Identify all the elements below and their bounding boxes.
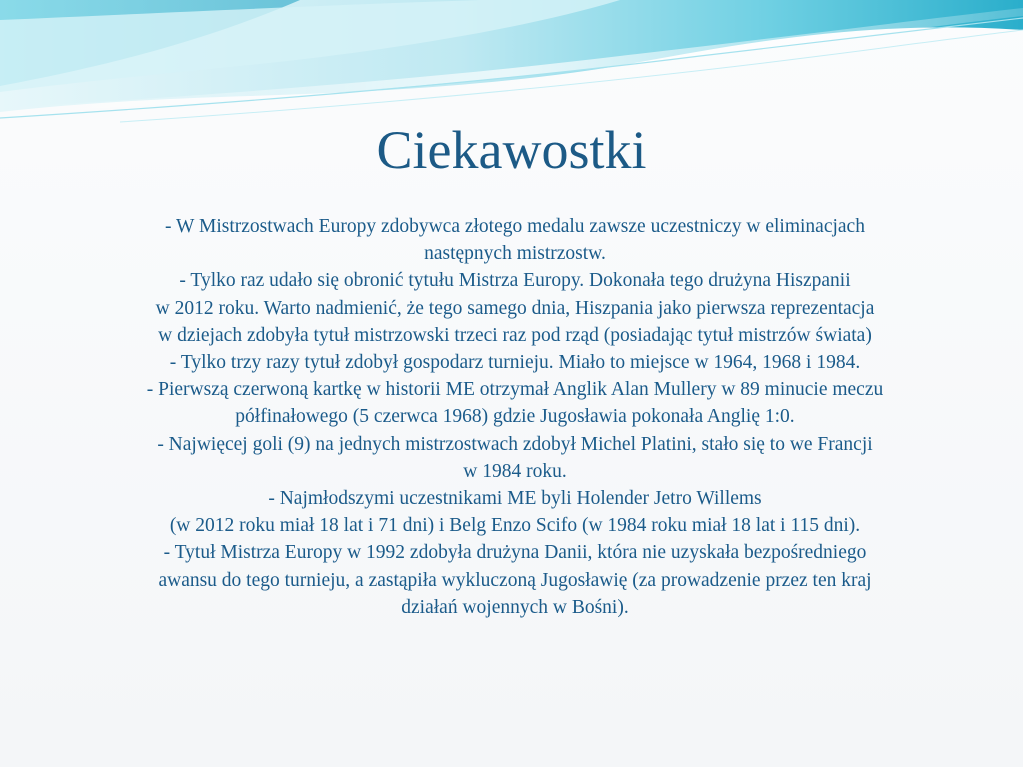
text-line: - Tylko raz udało się obronić tytułu Mistrza Europy. Dokonała tego drużyna Hiszpanii [179, 270, 851, 292]
text-line: półfinałowego (5 czerwca 1968) gdzie Jugosławia pokonała Anglię 1:0. [235, 406, 795, 428]
text-line: - Najwięcej goli (9) na jednych mistrzostwach zdobył Michel Platini, stało się to we Francji [157, 433, 873, 455]
slide-body-text [60, 213, 970, 621]
text-line: - Tytuł Mistrza Europy w 1992 zdobyła drużyna Danii, która nie uzyskała bezpośredniego [163, 542, 867, 564]
text-line: - Tylko trzy razy tytuł zdobył gospodarz turnieju. Miało to miejsce w 1964, 1968 i 1984. [169, 352, 861, 374]
text-line: - Pierwszą czerwoną kartkę w historii ME otrzymał Anglik Alan Mullery w 89 minucie meczu [146, 379, 884, 401]
text-line: w 2012 roku. Warto nadmienić, że tego samego dnia, Hiszpania jako pierwsza reprezentacja [155, 297, 875, 319]
text-line: - Najmłodszymi uczestnikami ME byli Holender Jetro Willems [268, 488, 762, 510]
text-line: - W Mistrzostwach Europy zdobywca złotego medalu zawsze uczestniczy w eliminacjach [165, 216, 865, 237]
text-line: następnych mistrzostw. [424, 243, 606, 265]
slide-title: Ciekawostki [376, 120, 647, 180]
text-line: w dziejach zdobyła tytuł mistrzowski trzeci raz pod rząd (posiadając tytuł mistrzów świata) [158, 324, 872, 346]
text-line: (w 2012 roku miał 18 lat i 71 dni) i Belg Enzo Scifo (w 1984 roku miał 18 lat i 115 dni). [169, 515, 861, 537]
text-line: awansu do tego turnieju, a zastąpiła wykluczoną Jugosławię (za prowadzenie przez ten kraj [158, 569, 872, 591]
text-line: działań wojennych w Bośni). [401, 596, 629, 618]
text-line: w 1984 roku. [463, 460, 567, 482]
